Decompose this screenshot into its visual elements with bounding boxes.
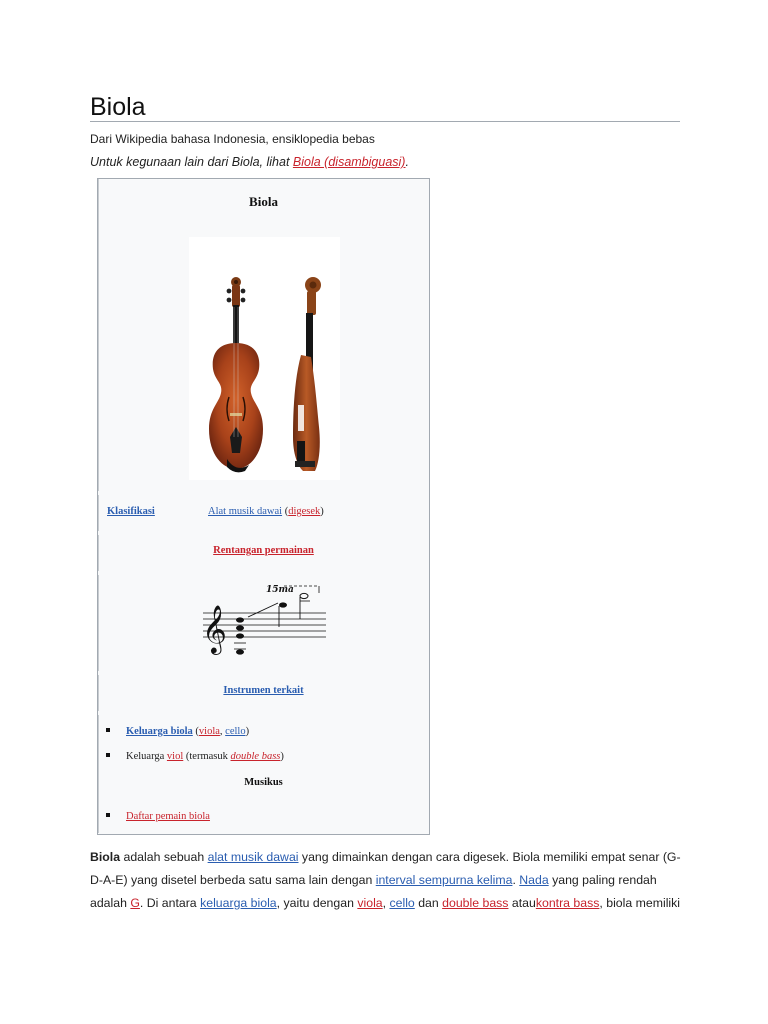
alat-musik-dawai-link[interactable]: Alat musik dawai	[208, 506, 283, 517]
hatnote	[90, 155, 409, 169]
text: yang dimainkan dengan cara digesek. Biola memiliki empat senar (G-D-A-E) yang disetel berbeda satu sama lain dengan	[90, 850, 681, 887]
g-link[interactable]: G	[130, 896, 140, 910]
range-header-link[interactable]: Rentangan permainan	[213, 545, 314, 556]
daftar-pemain-biola-link[interactable]: Daftar pemain biola	[126, 811, 210, 822]
related-item-keluarga-viol	[106, 751, 284, 762]
bullet	[106, 753, 110, 757]
disambiguation-link[interactable]: Biola (disambiguasi)	[292, 155, 406, 169]
interval-link[interactable]: interval sempurna kelima	[375, 873, 513, 887]
alat-musik-dawai-link[interactable]: alat musik dawai	[207, 850, 299, 864]
text: .	[512, 873, 520, 887]
text: ,	[382, 896, 390, 910]
playing-range-notation	[198, 579, 333, 661]
title-divider	[90, 121, 680, 122]
kontra-bass-link[interactable]: kontra bass	[535, 896, 600, 910]
text: )	[245, 726, 250, 737]
lead-paragraph	[90, 846, 682, 915]
bullet	[106, 728, 110, 732]
paren-close: )	[320, 506, 324, 517]
musikus-item	[106, 811, 210, 822]
cello-link[interactable]: cello	[389, 896, 415, 910]
viol-link[interactable]: viol	[166, 751, 184, 762]
site-subtitle: Dari Wikipedia bahasa Indonesia, ensiklopedia bebas	[90, 132, 375, 146]
hatnote-text: Untuk kegunaan lain dari Biola, lihat	[90, 155, 293, 169]
row-divider	[98, 715, 99, 803]
page-title: Biola	[90, 93, 146, 121]
text: ,	[219, 726, 226, 737]
musikus-header: Musikus	[244, 777, 283, 788]
violin-image[interactable]	[189, 237, 340, 480]
klasifikasi-value	[208, 506, 324, 517]
text: dan	[414, 896, 443, 910]
text: , biola memiliki	[599, 896, 681, 910]
text: atau	[508, 896, 536, 910]
bullet	[106, 813, 110, 817]
text: . Di antara	[139, 896, 201, 910]
text: )	[280, 751, 284, 762]
paren-open: (	[282, 506, 289, 517]
text: adalah sebuah	[120, 850, 208, 864]
cello-link[interactable]: cello	[225, 726, 246, 737]
violin-front	[209, 277, 263, 472]
keluarga-biola-link[interactable]: Keluarga biola	[126, 726, 193, 737]
text: (termasuk	[183, 751, 231, 762]
infobox	[97, 178, 430, 835]
hatnote-suffix: .	[405, 155, 409, 169]
text: yang paling rendah adalah	[90, 873, 657, 910]
related-instruments-header-link[interactable]: Instrumen terkait	[223, 685, 304, 696]
row-divider	[98, 229, 99, 491]
row-divider	[98, 803, 99, 833]
viola-link[interactable]: viola	[357, 896, 383, 910]
text: Keluarga	[126, 751, 167, 762]
svg-text:𝄞: 𝄞	[202, 604, 227, 653]
double-bass-link[interactable]: double bass	[230, 751, 281, 762]
row-divider	[98, 495, 99, 531]
octave-mark: 15ma	[266, 585, 294, 595]
digesek-link[interactable]: digesek	[288, 506, 321, 517]
text: , yaitu dengan	[276, 896, 358, 910]
keluarga-biola-link[interactable]: keluarga biola	[200, 896, 277, 910]
viola-link[interactable]: viola	[198, 726, 220, 737]
klasifikasi-label-link[interactable]: Klasifikasi	[107, 506, 155, 517]
double-bass-link[interactable]: double bass	[442, 896, 509, 910]
violin-illustration	[189, 237, 340, 480]
violin-side	[293, 277, 321, 471]
music-staff-icon	[198, 579, 333, 661]
infobox-title: Biola	[249, 194, 278, 209]
text: (	[192, 726, 199, 737]
row-divider	[98, 575, 99, 671]
related-item-keluarga-biola	[106, 726, 249, 737]
nada-link[interactable]: Nada	[519, 873, 549, 887]
bold-term: Biola	[90, 850, 121, 864]
